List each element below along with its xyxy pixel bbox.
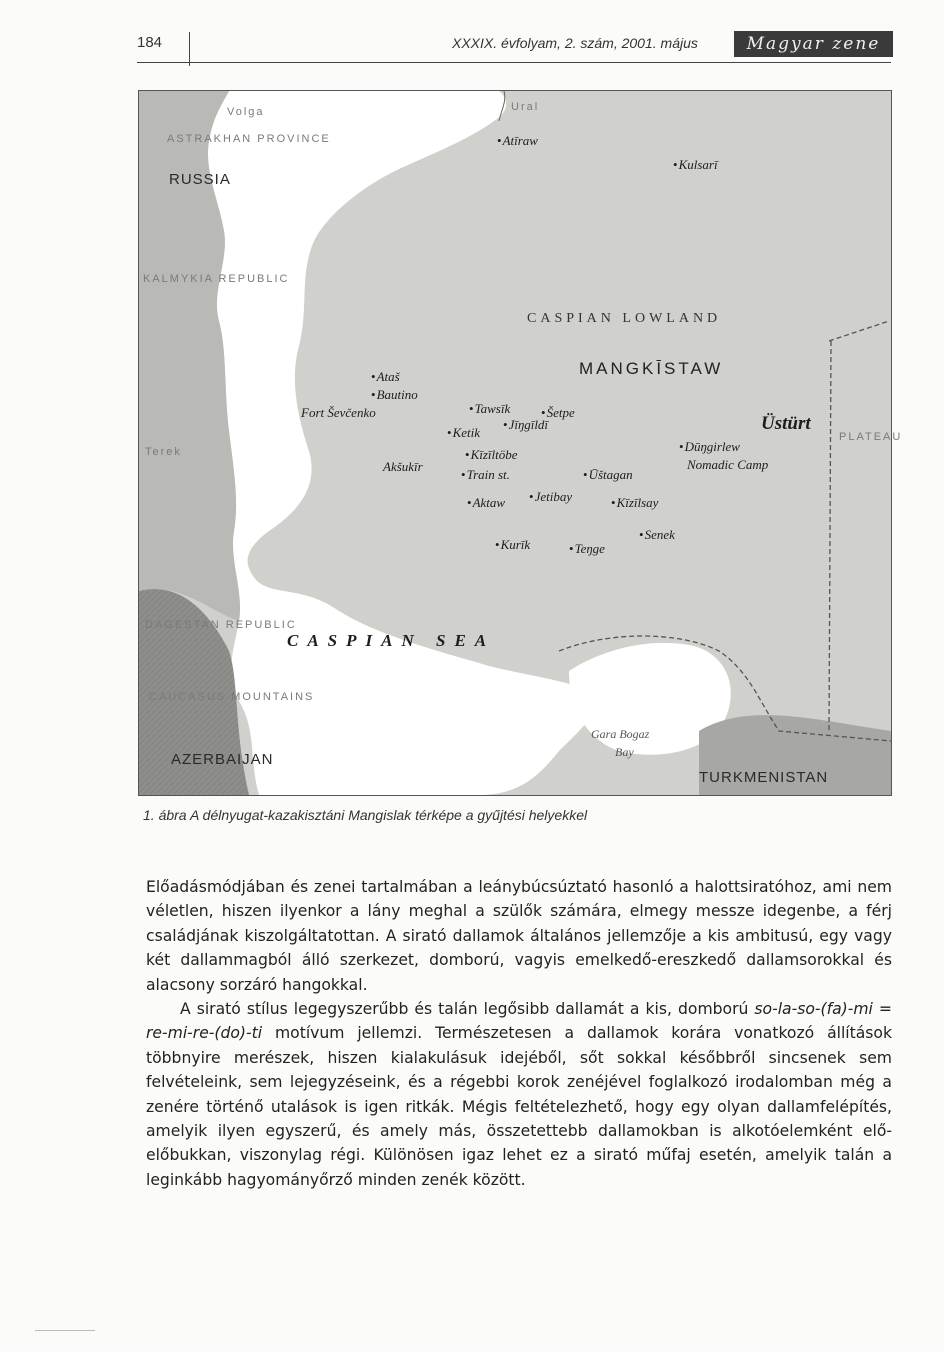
place-tawsik: • Tawsīk xyxy=(469,401,510,417)
label-astrakhan: ASTRAKHAN PROVINCE xyxy=(167,133,331,145)
label-gara-bogaz: Gara Bogaz xyxy=(591,727,650,741)
place-ustagan: • Ūštagan xyxy=(583,467,633,483)
label-volga: Volga xyxy=(227,106,265,118)
place-aksukir: Akšukīr xyxy=(383,459,423,474)
label-caucasus: CAUCASUS MOUNTAINS xyxy=(149,691,315,703)
label-dagestan: DAGESTAN REPUBLIC xyxy=(145,619,297,631)
place-trainst: • Train st. xyxy=(461,467,510,483)
journal-issue: XXXIX. évfolyam, 2. szám, 2001. május xyxy=(452,35,698,51)
label-atiraw: • Atīraw xyxy=(497,133,538,149)
figure-caption: 1. ábra A délnyugat-kazakisztáni Mangislak térképe a gyűjtési helyekkel xyxy=(143,807,588,823)
label-turkmenistan: TURKMENISTAN xyxy=(699,769,829,786)
place-bautino: • Bautino xyxy=(371,387,418,403)
header-rule xyxy=(137,62,891,63)
page-number: 184 xyxy=(137,34,163,51)
label-plateau: PLATEAU xyxy=(839,431,903,443)
label-russia: RUSSIA xyxy=(169,171,231,188)
place-aktaw: • Aktaw xyxy=(467,495,505,511)
header-divider xyxy=(189,32,190,66)
footer-rule xyxy=(35,1330,95,1331)
map-terrain xyxy=(139,91,891,795)
label-nomadic-camp: Nomadic Camp xyxy=(687,457,769,472)
label-azerbaijan: AZERBAIJAN xyxy=(171,751,274,768)
journal-badge: Magyar zene xyxy=(734,31,893,57)
label-mangkistaw: MANGKĪSTAW xyxy=(579,359,724,378)
place-kurik: • Kurīk xyxy=(495,537,530,553)
label-ural: Ural xyxy=(511,101,540,113)
label-ustyurt: Üstürt xyxy=(761,413,811,434)
place-jingildi: • Jīŋgīldī xyxy=(503,417,548,433)
place-tenge: • Teŋge xyxy=(569,541,605,557)
place-jetibay: • Jetibay xyxy=(529,489,572,505)
place-atas: • Ataš xyxy=(371,369,400,385)
label-gara-bogaz-bay: Bay xyxy=(615,745,634,759)
place-kizilsay: • Kīzīlsay xyxy=(611,495,658,511)
motif-formula: so-la-so-(fa)-mi = re-mi-re-(do)-ti xyxy=(146,1000,892,1043)
label-caspian-sea: CASPIAN SEA xyxy=(287,631,496,650)
body-text xyxy=(146,875,892,1192)
label-terek: Terek xyxy=(145,446,182,458)
paragraph-2: A sirató stílus legegyszerűbb és talán legősibb dallamát a kis, domború so-la-so-(fa)-mi = re-mi-re-(do)-ti motívum jellemzi. Természetesen a dallamok korára vonatkozó állítások többnyire merészek, hiszen kialakulásuk idejéből, sőt sokkal későbbről sincsenek sem felvételeink, sem lejegyzéseink, és a régebbi korok zenéjével foglalkozó irodalomban még a zenére történő utalások is igen ritkák. Mégis feltételezhető, hogy egy olyan dallamfelépítés, amelyik ilyen egyszerű, és amely más, összetettebb dallamokban is alkotóelemként elő-előbukkan, viszonylag régi. Különösen igaz lehet ez a sirató műfaj esetén, amelyik talán a leginkább hagyományőrző minden zenék között. xyxy=(146,1000,892,1189)
label-kulsari: • Kulsarī xyxy=(673,157,718,173)
place-setpe: • Šetpe xyxy=(541,405,575,421)
paragraph-1: Előadásmódjában és zenei tartalmában a leánybúcsúztató hasonló a halottsiratóhoz, ami nem véletlen, hiszen ilyenkor a lány meghal a szülők számára, elmegy messze idegenbe, a férj családjának kiszolgáltatottan. A sirató dallamok általános jellemzője a kis ambitusú, egy vagy két dallammagból álló szerkezet, domború, vagyis emelkedő-ereszkedő dallamsorokkal és alacsony sorzáró hangokkal. xyxy=(146,878,892,994)
place-dungirlew: • Dūŋgirlew xyxy=(679,439,740,455)
place-kiziltobe: • Kīzīltöbe xyxy=(465,447,518,463)
place-senek: • Senek xyxy=(639,527,675,543)
place-ketik: • Ketik xyxy=(447,425,480,441)
label-kalmykia: KALMYKIA REPUBLIC xyxy=(143,273,290,285)
label-caspian-lowland: CASPIAN LOWLAND xyxy=(527,311,722,326)
map-figure xyxy=(138,90,903,796)
place-fort: Fort Ševčenko xyxy=(301,405,376,420)
